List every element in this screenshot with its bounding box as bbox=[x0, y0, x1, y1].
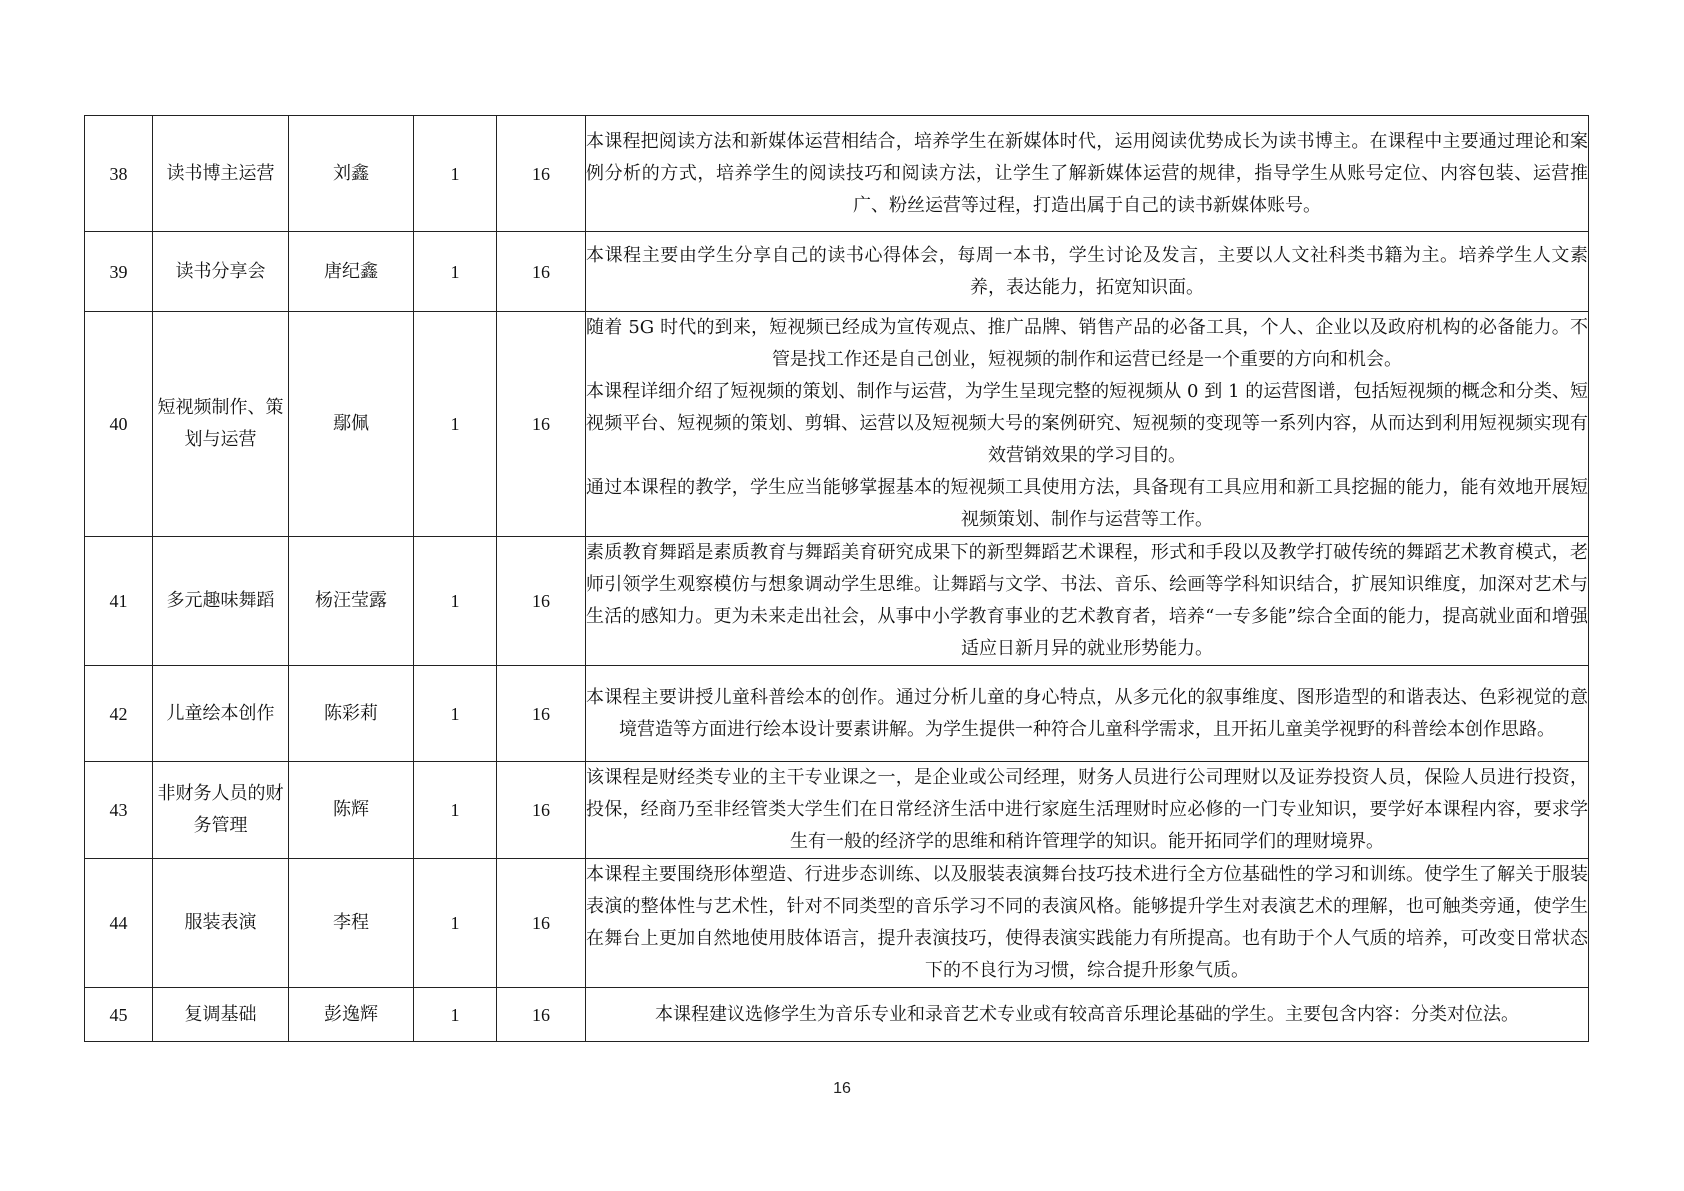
course-description bbox=[586, 762, 1589, 859]
course-name: 非财务人员的财务管理 bbox=[153, 762, 289, 859]
course-name: 读书分享会 bbox=[153, 232, 289, 312]
description-paragraph: 该课程是财经类专业的主干专业课之一，是企业或公司经理，财务人员进行公司理财以及证券投资人员，保险人员进行投资，投保，经商乃至非经管类大学生们在日常经济生活中进行家庭生活理财时应必修的一门专业知识，要学好本课程内容，要求学生有一般的经济学的思维和稍许管理学的知识。能开拓同学们的理财境界。 bbox=[586, 767, 1588, 852]
course-credit: 1 bbox=[414, 537, 497, 666]
course-number: 45 bbox=[85, 988, 153, 1042]
table-row bbox=[85, 859, 1589, 988]
course-teacher: 鄢佩 bbox=[289, 312, 414, 537]
description-paragraph: 随着 5G 时代的到来，短视频已经成为宣传观点、推广品牌、销售产品的必备工具，个人、企业以及政府机构的必备能力。不管是找工作还是自己创业，短视频的制作和运营已经是一个重要的方向和机会。 bbox=[586, 317, 1588, 370]
course-credit: 1 bbox=[414, 116, 497, 232]
description-paragraph: 素质教育舞蹈是素质教育与舞蹈美育研究成果下的新型舞蹈艺术课程，形式和手段以及教学打破传统的舞蹈艺术教育模式，老师引领学生观察模仿与想象调动学生思维。让舞蹈与文学、书法、音乐、绘画等学科知识结合，扩展知识维度，加深对艺术与生活的感知力。更为未来走出社会，从事中小学教育事业的艺术教育者，培养“一专多能”综合全面的能力，提高就业面和增强适应日新月异的就业形势能力。 bbox=[586, 542, 1588, 659]
course-number: 40 bbox=[85, 312, 153, 537]
course-name: 服装表演 bbox=[153, 859, 289, 988]
course-number: 44 bbox=[85, 859, 153, 988]
course-credit: 1 bbox=[414, 232, 497, 312]
course-description bbox=[586, 666, 1589, 762]
course-name: 短视频制作、策划与运营 bbox=[153, 312, 289, 537]
table-row bbox=[85, 666, 1589, 762]
course-number: 38 bbox=[85, 116, 153, 232]
table-row bbox=[85, 116, 1589, 232]
course-description bbox=[586, 232, 1589, 312]
course-teacher: 唐纪鑫 bbox=[289, 232, 414, 312]
course-number: 41 bbox=[85, 537, 153, 666]
course-hours: 16 bbox=[497, 666, 586, 762]
description-paragraph: 本课程主要围绕形体塑造、行进步态训练、以及服装表演舞台技巧技术进行全方位基础性的学习和训练。使学生了解关于服装表演的整体性与艺术性，针对不同类型的音乐学习不同的表演风格。能够提升学生对表演艺术的理解，也可触类旁通，使学生在舞台上更加自然地使用肢体语言，提升表演技巧，使得表演实践能力有所提高。也有助于个人气质的培养，可改变日常状态下的不良行为习惯，综合提升形象气质。 bbox=[586, 864, 1588, 981]
course-teacher: 彭逸辉 bbox=[289, 988, 414, 1042]
course-hours: 16 bbox=[497, 116, 586, 232]
course-name: 读书博主运营 bbox=[153, 116, 289, 232]
course-credit: 1 bbox=[414, 666, 497, 762]
course-hours: 16 bbox=[497, 537, 586, 666]
course-hours: 16 bbox=[497, 988, 586, 1042]
course-description bbox=[586, 859, 1589, 988]
course-name: 多元趣味舞蹈 bbox=[153, 537, 289, 666]
course-table bbox=[84, 115, 1589, 1042]
course-hours: 16 bbox=[497, 859, 586, 988]
course-teacher: 李程 bbox=[289, 859, 414, 988]
course-description bbox=[586, 312, 1589, 537]
course-credit: 1 bbox=[414, 859, 497, 988]
course-number: 43 bbox=[85, 762, 153, 859]
description-paragraph: 本课程把阅读方法和新媒体运营相结合，培养学生在新媒体时代，运用阅读优势成长为读书博主。在课程中主要通过理论和案例分析的方式，培养学生的阅读技巧和阅读方法，让学生了解新媒体运营的规律，指导学生从账号定位、内容包装、运营推广、粉丝运营等过程，打造出属于自己的读书新媒体账号。 bbox=[586, 130, 1588, 216]
description-paragraph: 本课程详细介绍了短视频的策划、制作与运营，为学生呈现完整的短视频从 0 到 1 的运营图谱，包括短视频的概念和分类、短视频平台、短视频的策划、剪辑、运营以及短视频大号的案例研究、短视频的变现等一系列内容，从而达到利用短视频实现有效营销效果的学习目的。 bbox=[586, 381, 1588, 466]
course-name: 儿童绘本创作 bbox=[153, 666, 289, 762]
course-hours: 16 bbox=[497, 232, 586, 312]
description-paragraph: 通过本课程的教学，学生应当能够掌握基本的短视频工具使用方法，具备现有工具应用和新工具挖掘的能力，能有效地开展短视频策划、制作与运营等工作。 bbox=[586, 477, 1588, 530]
description-paragraph: 本课程建议选修学生为音乐专业和录音艺术专业或有较高音乐理论基础的学生。主要包含内容：分类对位法。 bbox=[655, 1003, 1519, 1025]
course-description bbox=[586, 537, 1589, 666]
page-number: 16 bbox=[833, 1080, 851, 1097]
course-number: 39 bbox=[85, 232, 153, 312]
table-row bbox=[85, 988, 1589, 1042]
description-paragraph: 本课程主要讲授儿童科普绘本的创作。通过分析儿童的身心特点，从多元化的叙事维度、图形造型的和谐表达、色彩视觉的意境营造等方面进行绘本设计要素讲解。为学生提供一种符合儿童科学需求，且开拓儿童美学视野的科普绘本创作思路。 bbox=[586, 686, 1588, 740]
course-description bbox=[586, 988, 1589, 1042]
course-teacher: 陈辉 bbox=[289, 762, 414, 859]
table-row bbox=[85, 312, 1589, 537]
course-credit: 1 bbox=[414, 988, 497, 1042]
table-row bbox=[85, 537, 1589, 666]
course-hours: 16 bbox=[497, 762, 586, 859]
course-teacher: 陈彩莉 bbox=[289, 666, 414, 762]
course-number: 42 bbox=[85, 666, 153, 762]
course-table-body bbox=[85, 116, 1589, 1042]
course-credit: 1 bbox=[414, 312, 497, 537]
course-name: 复调基础 bbox=[153, 988, 289, 1042]
course-hours: 16 bbox=[497, 312, 586, 537]
course-credit: 1 bbox=[414, 762, 497, 859]
course-description bbox=[586, 116, 1589, 232]
description-paragraph: 本课程主要由学生分享自己的读书心得体会，每周一本书，学生讨论及发言，主要以人文社科类书籍为主。培养学生人文素养，表达能力，拓宽知识面。 bbox=[586, 244, 1588, 298]
table-row bbox=[85, 762, 1589, 859]
table-row bbox=[85, 232, 1589, 312]
course-teacher: 刘鑫 bbox=[289, 116, 414, 232]
course-teacher: 杨汪莹露 bbox=[289, 537, 414, 666]
